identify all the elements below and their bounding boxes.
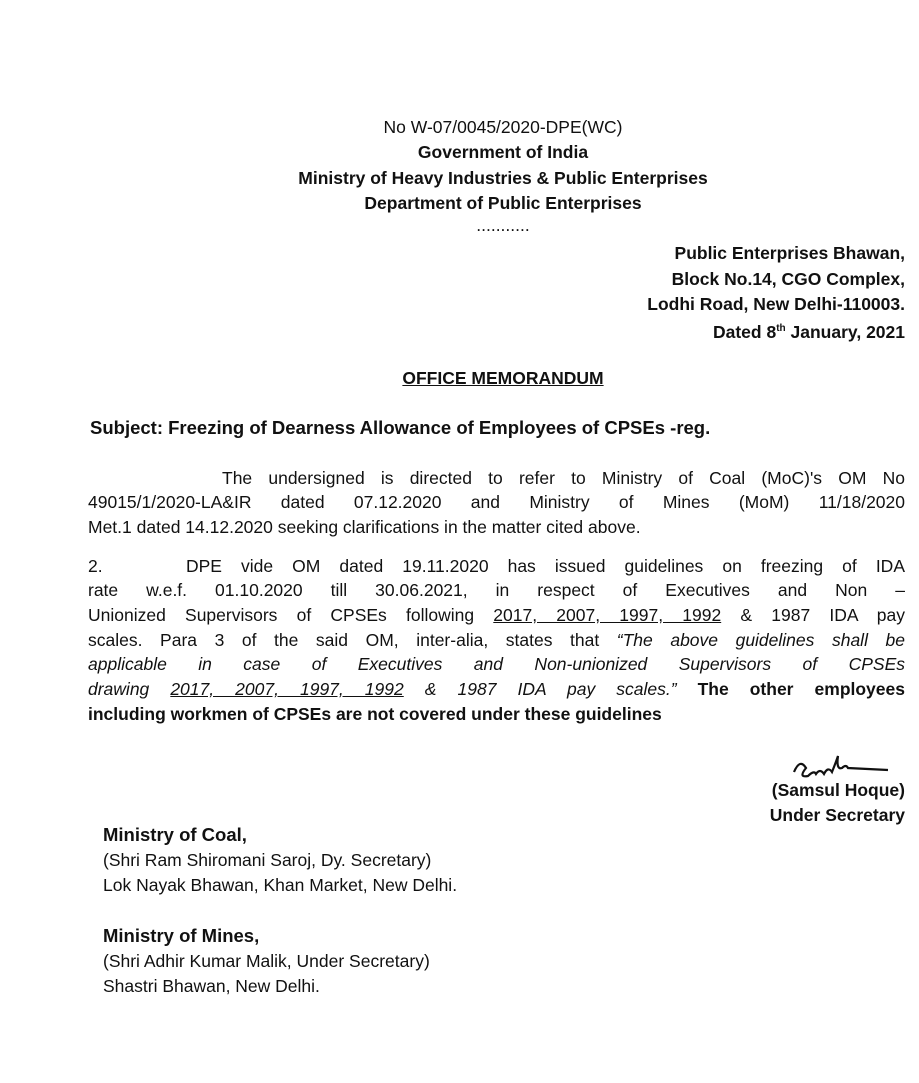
text: Unionized Supervisors of CPSEs following [88,605,494,625]
pay-scales-underlined: 2017, 2007, 1997, 1992 [493,605,722,625]
address-line-3: Lodhi Road, New Delhi-110003. [647,294,905,314]
para2-line3 [88,604,905,626]
recipient-2-address: Shastri Bhawan, New Delhi. [103,976,320,996]
separator: ........... [476,215,530,235]
date [713,318,905,343]
date-suffix: January, 2021 [785,321,905,342]
quote-text: drawing [88,679,171,699]
signatory-name: (Samsul Hoque) [771,780,905,800]
subject: Subject: Freezing of Dearness Allowance of Employees of CPSEs -reg. [90,417,711,438]
para1-line1: The undersigned is directed to refer to Ministry of Coal (MoC)'s OM No [222,468,905,488]
ministry: Ministry of Heavy Industries & Public Enterprises [298,168,708,188]
recipient-2-org: Ministry of Mines, [103,925,260,946]
address-line-1: Public Enterprises Bhawan, [674,243,905,263]
recipient-2-person: (Shri Adhir Kumar Malik, Under Secretary) [103,951,430,971]
file-number: No W-07/0045/2020-DPE(WC) [383,117,623,137]
recipient-1-org: Ministry of Coal, [103,824,247,845]
para2-number: 2. [88,556,103,576]
recipient-1-person: (Shri Ram Shiromani Saroj, Dy. Secretary) [103,850,432,870]
pay-scales-underlined: 2017, 2007, 1997, 1992 [170,679,404,699]
para2-line6 [88,678,905,700]
government: Government of India [417,142,589,162]
date-prefix: Dated 8 [712,321,777,342]
para2-line7: including workmen of CPSEs are not covered under these guidelines [88,704,662,724]
signatory-designation: Under Secretary [769,805,905,825]
para1-line2: 49015/1/2020-LA&IR dated 07.12.2020 and Ministry of Mines (MoM) 11/18/2020 [88,492,905,512]
memo-title: OFFICE MEMORANDUM [402,368,604,388]
quote-text: & 1987 IDA pay scales.” [403,679,677,699]
para2-line4 [88,629,905,651]
para2-line2: rate w.e.f. 01.10.2020 till 30.06.2021, in respect of Executives and Non – [88,580,905,600]
signature-image [790,752,900,782]
date-sup: th [776,323,786,334]
para2-line5: applicable in case of Executives and Non-unionized Supervisors of CPSEs [88,654,905,674]
address-line-2: Block No.14, CGO Complex, [671,269,905,289]
text: & 1987 IDA pay [721,605,905,625]
quote-text: “The above guidelines shall be [616,630,905,650]
para2-line1: DPE vide OM dated 19.11.2020 has issued guidelines on freezing of IDA [186,556,905,576]
department: Department of Public Enterprises [364,193,642,213]
bold-text: The other employees [676,679,905,699]
recipient-1-address: Lok Nayak Bhawan, Khan Market, New Delhi. [103,875,458,895]
text: scales. Para 3 of the said OM, inter-alia, states that [88,630,617,650]
para1-line3: Met.1 dated 14.12.2020 seeking clarifications in the matter cited above. [88,517,641,537]
